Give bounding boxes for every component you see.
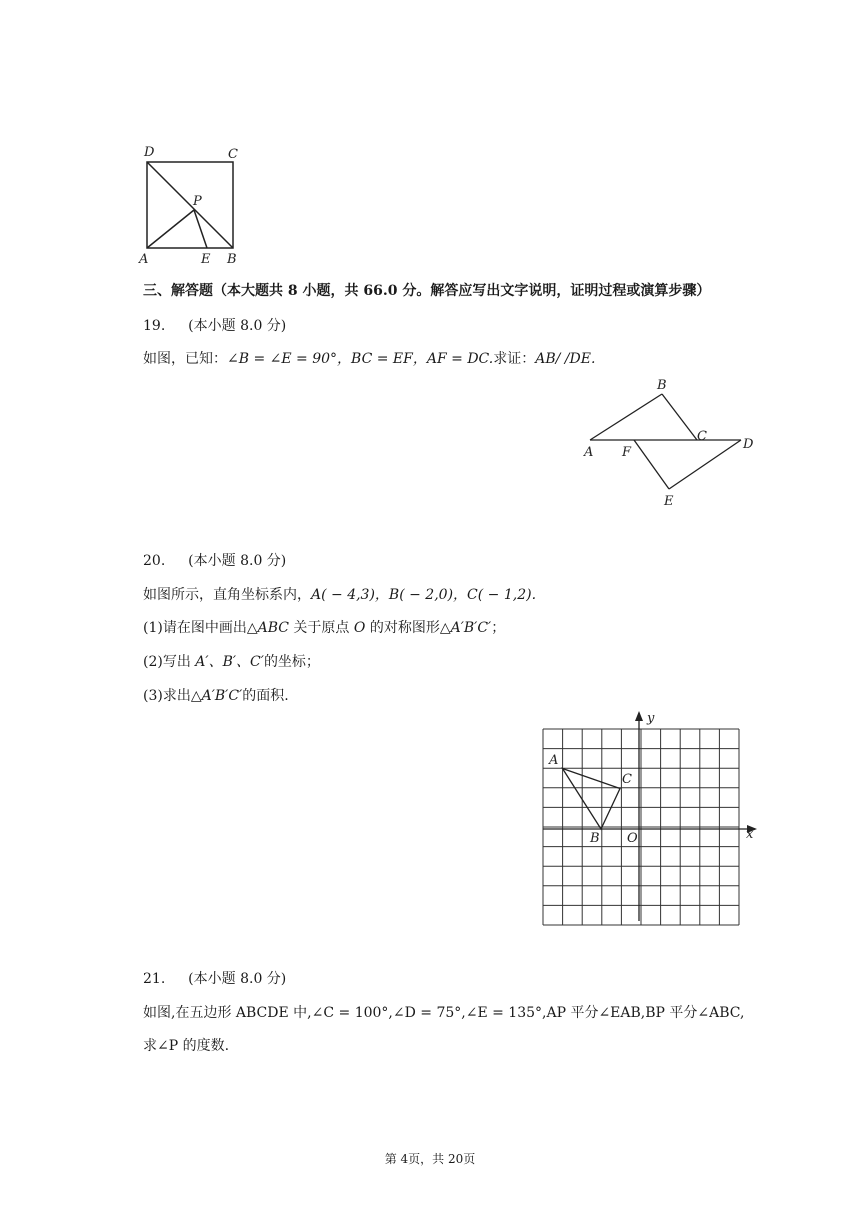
label-b: B [657, 378, 667, 393]
label-c: C [228, 147, 238, 162]
q19-figure [575, 372, 765, 514]
grid-lines [543, 729, 739, 925]
q19-header [143, 316, 286, 336]
q21-line1: 如图,在五边形 ABCDE 中,∠C = 100°,∠D = 75°,∠E = 135°,AP 平分∠EAB,BP 平分∠ABC, [143, 1005, 745, 1021]
label-p: P [193, 194, 202, 209]
y-axis-arrow [635, 711, 643, 721]
segment-bc [662, 394, 697, 440]
label-e: E [664, 494, 674, 509]
segment-ab [590, 394, 662, 440]
label-y: y [647, 711, 655, 726]
label-a: A [549, 753, 559, 768]
label-e: E [201, 252, 211, 267]
q20-grid-figure [535, 705, 765, 933]
q20-intro: 如图所示，直角坐标系内，A( − 4,3)，B( − 2,0)，C( − 1,2). [143, 587, 537, 603]
segment-ap [147, 210, 194, 248]
q20-header [143, 551, 286, 571]
diagonal-db [147, 162, 233, 248]
q19-statement: 如图，已知：∠B = ∠E = 90°，BC = EF，AF = DC.求证：AB/ /DE. [143, 351, 596, 367]
segment-ed [669, 440, 741, 489]
triangle-abc [563, 769, 621, 830]
label-o: O [627, 831, 638, 846]
label-d: D [144, 145, 155, 160]
q19-number: 19. [143, 318, 166, 334]
segment-fe [634, 440, 669, 489]
square-figure [135, 140, 255, 270]
label-a: A [584, 445, 594, 460]
q20-part3: (3)求出△A′B′C′的面积. [143, 688, 289, 704]
q21-header [143, 969, 286, 989]
q21-line2: 求∠P 的度数. [143, 1038, 230, 1054]
label-d: D [743, 437, 754, 452]
q20-part1: (1)请在图中画出△ABC 关于原点 O 的对称图形△A′B′C′； [143, 620, 506, 636]
label-b: B [227, 252, 237, 267]
label-f: F [622, 445, 632, 460]
q21-points: (本小题 8.0 分) [188, 971, 287, 987]
q19-points: (本小题 8.0 分) [188, 318, 287, 334]
section-heading: 三、解答题（本大题共 8 小题，共 66.0 分。解答应写出文字说明，证明过程或演算步骤） [143, 283, 711, 299]
q20-points: (本小题 8.0 分) [188, 553, 287, 569]
label-a: A [139, 252, 149, 267]
label-c: C [622, 772, 632, 787]
q20-number: 20. [143, 553, 166, 569]
label-c: C [697, 429, 707, 444]
q20-part2: (2)写出 A′、B′、C′的坐标； [143, 654, 320, 670]
page-footer: 第 4页，共 20页 [384, 1152, 476, 1166]
label-x: x [746, 827, 754, 842]
label-b: B [590, 831, 600, 846]
q21-number: 21. [143, 971, 166, 987]
